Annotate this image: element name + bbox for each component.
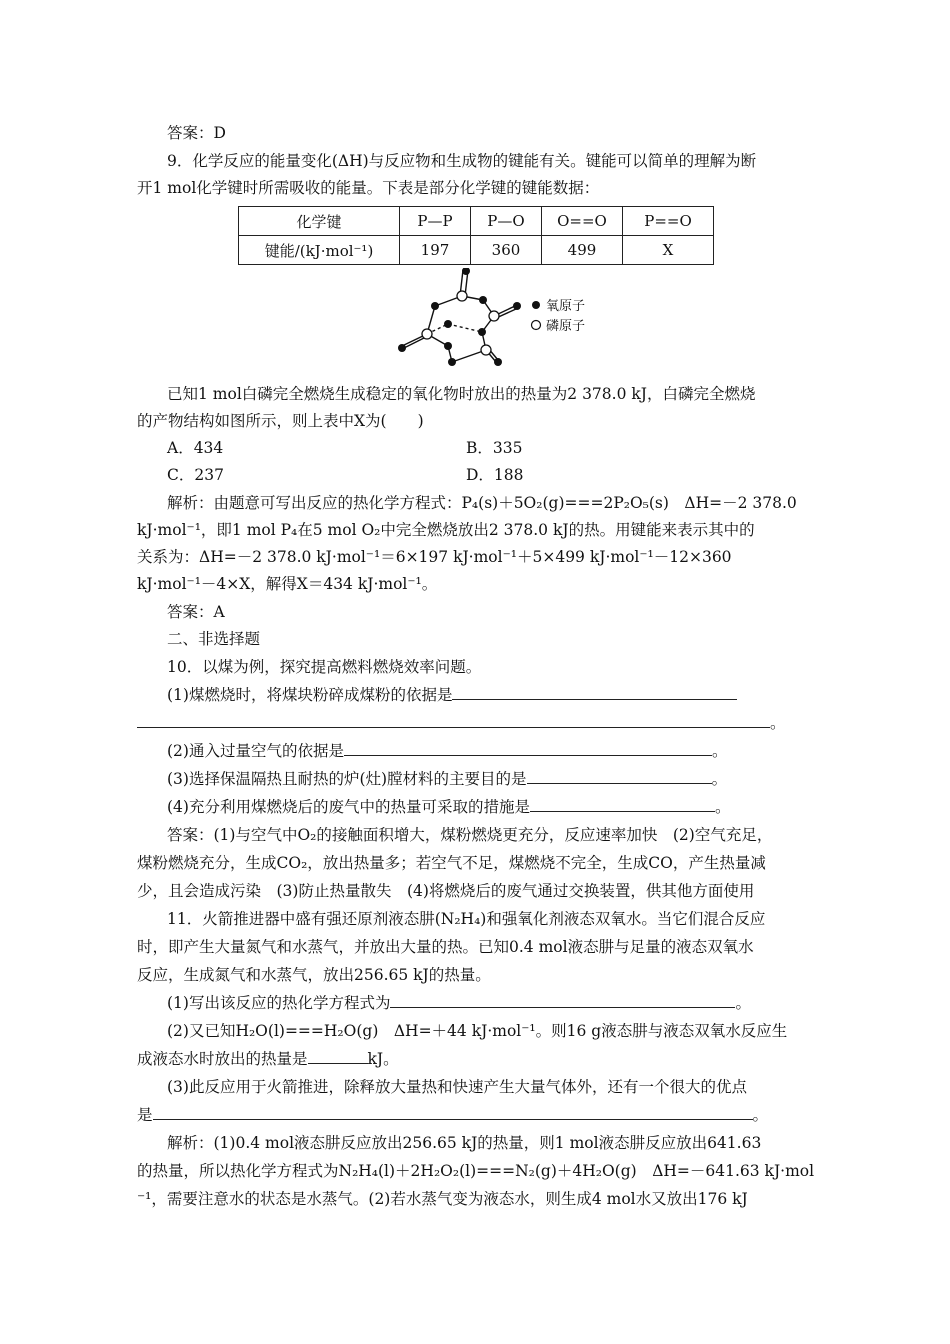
table-header-cell: P==O [623, 207, 714, 236]
section-heading: 二、非选择题 [167, 630, 261, 648]
table-cell: X [623, 236, 714, 265]
q11-part-2-line-1: (2)又已知H₂O(l)===H₂O(g) ΔH=＋44 kJ·mol⁻¹。则16 g液态肼与液态双氧水反应生 [167, 1022, 788, 1040]
table-cell: 197 [400, 236, 471, 265]
q10-title: 10．以煤为例，探究提高燃料燃烧效率问题。 [167, 658, 482, 676]
q9-analysis-line-4: kJ·mol⁻¹－4×X，解得X＝434 kJ·mol⁻¹。 [137, 575, 438, 593]
q10-answer-line-1: 答案：(1)与空气中O₂的接触面积增大，煤粉燃烧更充分，反应速率加快 (2)空气充足， [167, 826, 773, 844]
q11-part-1-text: (1)写出该反应的热化学方程式为 [167, 994, 391, 1012]
period: 。 [711, 770, 728, 788]
q9-stem-line-2: 的产物结构如图所示，则上表中X为( ) [137, 412, 424, 430]
q10-part-1 [167, 684, 847, 706]
table-header-cell: O==O [542, 207, 623, 236]
q10-part-3 [167, 768, 847, 790]
q11-part-3-blank[interactable] [153, 1105, 753, 1120]
q11-analysis-line-1: 解析：(1)0.4 mol液态肼反应放出256.65 kJ的热量，则1 mol液态肼反应放出641.63 [167, 1134, 762, 1152]
option-d: D．188 [466, 466, 524, 484]
q10-part-3-blank[interactable] [527, 769, 712, 784]
q10-part-1-blank-2[interactable] [137, 713, 770, 728]
option-b: B．335 [466, 439, 523, 457]
table-header-cell: 化学键 [239, 207, 400, 236]
q10-part-1-blank[interactable] [452, 685, 737, 700]
q10-part-4 [167, 796, 847, 818]
q9-answer: 答案：A [167, 603, 225, 621]
q10-part-2 [167, 740, 847, 762]
q9-intro-line-2: 开1 mol化学键时所需吸收的能量。下表是部分化学键的键能数据： [137, 179, 600, 197]
q11-part-2-text: 成液态水时放出的热量是 [137, 1050, 308, 1068]
q11-analysis-line-2: 的热量，所以热化学方程式为N₂H₄(l)＋2H₂O₂(l)===N₂(g)＋4H₂O(g) ΔH=－641.63 kJ·mol [137, 1162, 815, 1180]
q10-part-1-continued [137, 712, 817, 734]
q10-part-3-text: (3)选择保温隔热且耐热的炉(灶)膛材料的主要目的是 [167, 770, 527, 788]
table-cell: 360 [471, 236, 542, 265]
q11-part-1 [167, 992, 847, 1014]
q10-part-2-text: (2)通入过量空气的依据是 [167, 742, 344, 760]
oxygen-legend-label: 氧原子 [546, 299, 586, 314]
oxygen-legend-icon [532, 301, 540, 309]
table-row [239, 236, 714, 265]
q10-part-4-blank[interactable] [530, 797, 715, 812]
table-row-label: 键能/(kJ·mol⁻¹) [239, 236, 400, 265]
q11-stem-line-1: 11．火箭推进器中盛有强还原剂液态肼(N₂H₄)和强氧化剂液态双氧水。当它们混合反应 [167, 910, 766, 928]
q11-part-3-line-2 [137, 1104, 817, 1126]
q11-part-3-line-1: (3)此反应用于火箭推进，除释放大量热和快速产生大量气体外，还有一个很大的优点 [167, 1078, 747, 1096]
phosphorus-legend-label: 磷原子 [546, 319, 586, 334]
q11-part-1-blank[interactable] [390, 993, 735, 1008]
q11-part-2-line-2 [137, 1048, 817, 1070]
q11-part-2-unit: kJ。 [367, 1050, 399, 1068]
q10-answer-line-3: 少，且会造成污染 (3)防止热量散失 (4)将燃烧后的废气通过交换装置，供其他方面使用 [137, 882, 755, 900]
period: 。 [714, 798, 731, 816]
q10-answer-line-2: 煤粉燃烧充分，生成CO₂，放出热量多；若空气不足，煤燃烧不完全，生成CO，产生热量减 [137, 854, 766, 872]
q9-analysis-line-1: 解析：由题意可写出反应的热化学方程式：P₄(s)＋5O₂(g)===2P₂O₅(s) ΔH=－2 378.0 [167, 494, 797, 512]
p4o10-structure-diagram [390, 268, 600, 376]
q11-analysis-line-3: ⁻¹，需要注意水的状态是水蒸气。(2)若水蒸气变为液态水，则生成4 mol水又放出176 kJ [137, 1190, 748, 1208]
bond-energy-table [238, 206, 714, 265]
period: 。 [711, 742, 728, 760]
q11-stem-line-2: 时，即产生大量氮气和水蒸气，并放出大量的热。已知0.4 mol液态肼与足量的液态双氧水 [137, 938, 754, 956]
q10-part-1-text: (1)煤燃烧时，将煤块粉碎成煤粉的依据是 [167, 686, 453, 704]
q9-analysis-line-3: 关系为：ΔH=－2 378.0 kJ·mol⁻¹＝6×197 kJ·mol⁻¹＋5×499 kJ·mol⁻¹－12×360 [137, 548, 732, 566]
table-header-cell: P—P [400, 207, 471, 236]
q10-part-4-text: (4)充分利用煤燃烧后的废气中的热量可采取的措施是 [167, 798, 530, 816]
q11-stem-line-3: 反应，生成氮气和水蒸气，放出256.65 kJ的热量。 [137, 966, 491, 984]
table-header-cell: P—O [471, 207, 542, 236]
oxygen-atoms [398, 268, 521, 366]
option-a: A．434 [167, 439, 224, 457]
q11-part-2-blank[interactable] [308, 1049, 368, 1064]
period: 。 [735, 994, 751, 1012]
table-header-row [239, 207, 714, 236]
table-cell: 499 [542, 236, 623, 265]
q11-part-3-text: 是 [137, 1106, 153, 1124]
q10-part-2-blank[interactable] [344, 741, 712, 756]
q8-answer: 答案：D [167, 124, 226, 142]
phosphorus-legend-icon [532, 321, 541, 330]
period: 。 [770, 714, 786, 732]
option-c: C．237 [167, 466, 224, 484]
phosphorus-atoms [422, 291, 499, 355]
q9-analysis-line-2: kJ·mol⁻¹，即1 mol P₄在5 mol O₂中完全燃烧放出2 378.0 kJ的热。用键能来表示其中的 [137, 521, 755, 539]
q9-intro-line-1: 9．化学反应的能量变化(ΔH)与反应物和生成物的键能有关。键能可以简单的理解为断 [167, 152, 757, 170]
period: 。 [752, 1106, 769, 1124]
q9-stem-line-1: 已知1 mol白磷完全燃烧生成稳定的氧化物时放出的热量为2 378.0 kJ，白磷完全燃烧 [167, 385, 756, 403]
